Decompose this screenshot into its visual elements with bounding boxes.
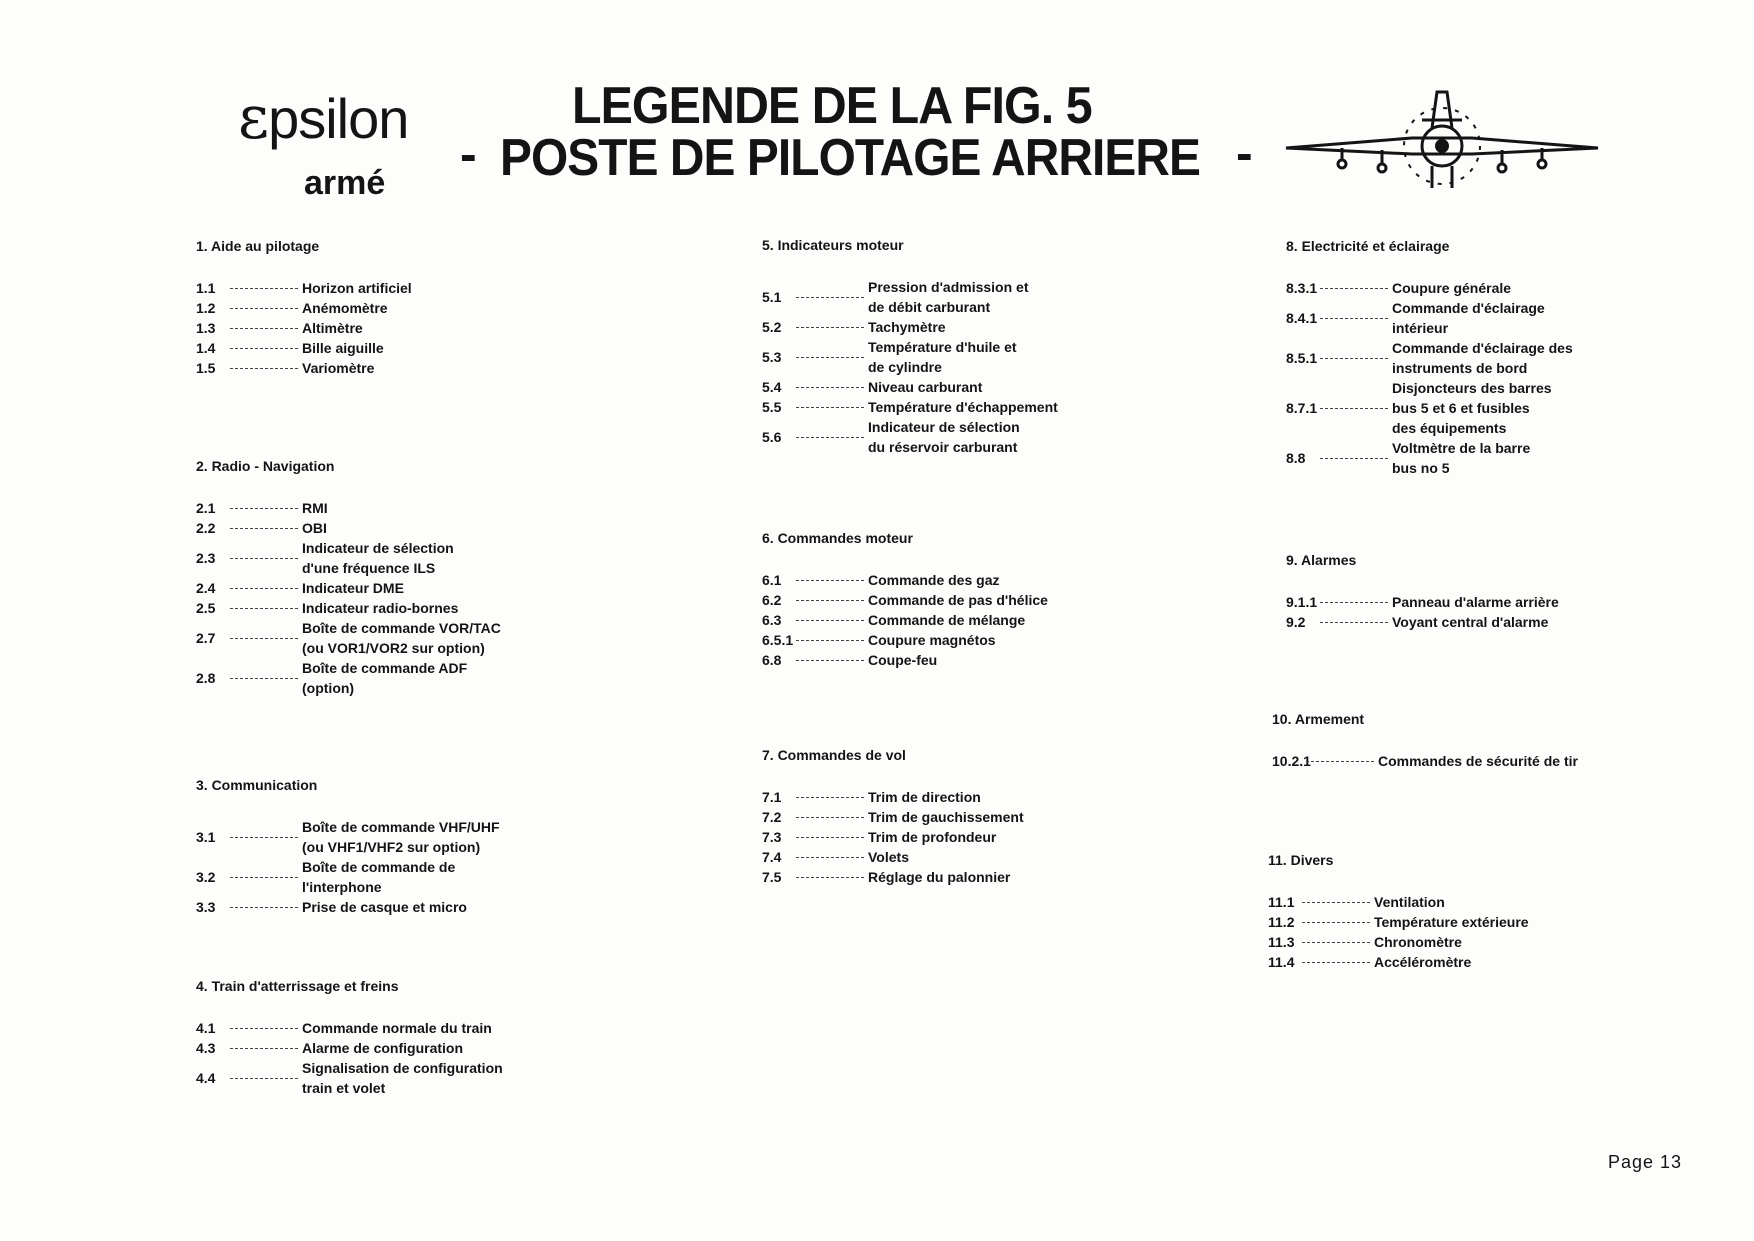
legend-item-number: 9.1.1 xyxy=(1286,594,1318,610)
legend-item-number: 2.7 xyxy=(196,630,216,646)
leader-dots xyxy=(796,620,864,621)
legend-item-label: Coupure magnétos xyxy=(868,632,996,648)
leader-dots xyxy=(1320,622,1388,623)
legend-item-label: Signalisation de configuration train et volet xyxy=(302,1060,503,1096)
leader-dots xyxy=(1320,358,1388,359)
legend-item-number: 3.2 xyxy=(196,869,216,885)
legend-item-number: 2.1 xyxy=(196,500,216,516)
leader-dots xyxy=(230,308,298,309)
legend-item xyxy=(196,857,500,897)
legend-item-label: Panneau d'alarme arrière xyxy=(1392,594,1559,610)
legend-item-number: 8.7.1 xyxy=(1286,400,1318,416)
leader-dots xyxy=(796,327,864,328)
legend-item-label: Commande normale du train xyxy=(302,1020,492,1036)
legend-item xyxy=(762,847,1024,867)
legend-item-number: 7.2 xyxy=(762,809,782,825)
legend-item-number: 7.5 xyxy=(762,869,782,885)
legend-item-number: 7.1 xyxy=(762,789,782,805)
airplane-front-icon xyxy=(1282,78,1602,208)
legend-item-label: Réglage du palonnier xyxy=(868,869,1011,885)
legend-item-number: 4.1 xyxy=(196,1020,216,1036)
legend-item-number: 2.8 xyxy=(196,670,216,686)
legend-item xyxy=(196,1038,503,1058)
legend-item xyxy=(196,618,501,658)
leader-dots xyxy=(230,678,298,679)
legend-item-label: Niveau carburant xyxy=(868,379,983,395)
legend-item-label: Voltmètre de la barre bus no 5 xyxy=(1392,440,1531,476)
leader-dots xyxy=(230,558,298,559)
legend-item-label: Accéléromètre xyxy=(1374,954,1472,970)
legend-item xyxy=(1286,298,1573,338)
legend-item-number: 11.1 xyxy=(1268,894,1295,910)
legend-item xyxy=(762,787,1024,807)
legend-item-number: 6.2 xyxy=(762,592,782,608)
legend-item-number: 1.3 xyxy=(196,320,216,336)
legend-item-label: Volets xyxy=(868,849,909,865)
logo-epsilon xyxy=(238,83,409,153)
legend-item-label: Anémomètre xyxy=(302,300,388,316)
leader-dots xyxy=(796,640,864,641)
legend-item xyxy=(762,317,1058,337)
legend-item xyxy=(1286,338,1573,378)
legend-item xyxy=(762,827,1024,847)
legend-item-number: 11.3 xyxy=(1268,934,1295,950)
title-dash-right: - xyxy=(1236,125,1253,181)
legend-item-number: 1.1 xyxy=(196,280,216,296)
legend-item-number: 8.5.1 xyxy=(1286,350,1318,366)
legend-item-label: Boîte de commande de l'interphone xyxy=(302,859,456,895)
section-train-atterrissage xyxy=(196,978,503,1098)
legend-item xyxy=(196,1018,503,1038)
leader-dots xyxy=(230,588,298,589)
leader-dots xyxy=(796,600,864,601)
leader-dots xyxy=(230,368,298,369)
legend-item xyxy=(196,817,500,857)
page-number: Page 13 xyxy=(1608,1152,1683,1172)
leader-dots xyxy=(796,297,864,298)
legend-item-label: Commandes de sécurité de tir xyxy=(1378,753,1578,769)
leader-dots xyxy=(1320,318,1388,319)
section-title: 11. Divers xyxy=(1268,852,1334,868)
legend-item-number: 6.5.1 xyxy=(762,632,794,648)
legend-item-label: Commande de mélange xyxy=(868,612,1026,628)
leader-dots xyxy=(796,877,864,878)
legend-item xyxy=(762,807,1024,827)
section-title: 3. Communication xyxy=(196,777,318,793)
legend-item-label: Trim de gauchissement xyxy=(868,809,1024,825)
legend-item-number: 8.3.1 xyxy=(1286,280,1318,296)
leader-dots xyxy=(1320,408,1388,409)
legend-item-number: 2.2 xyxy=(196,520,216,536)
legend-item xyxy=(196,298,412,318)
legend-item-label: Coupe-feu xyxy=(868,652,938,668)
legend-item xyxy=(1286,378,1573,438)
leader-dots xyxy=(1302,962,1370,963)
legend-item xyxy=(1286,592,1559,612)
leader-dots xyxy=(796,817,864,818)
section-title: 2. Radio - Navigation xyxy=(196,458,335,474)
legend-item-number: 5.2 xyxy=(762,319,782,335)
leader-dots xyxy=(230,837,298,838)
legend-item-number: 5.5 xyxy=(762,399,782,415)
legend-item xyxy=(762,630,1048,650)
leader-dots xyxy=(796,357,864,358)
legend-item-number: 6.1 xyxy=(762,572,782,588)
leader-dots xyxy=(230,1028,298,1029)
legend-item-label: Boîte de commande VHF/UHF (ou VHF1/VHF2 sur option) xyxy=(302,819,500,855)
section-communication xyxy=(196,777,500,917)
legend-item xyxy=(1286,612,1559,632)
legend-item xyxy=(762,417,1058,457)
section-title: 6. Commandes moteur xyxy=(762,530,913,546)
leader-dots xyxy=(1302,942,1370,943)
legend-item xyxy=(1286,278,1573,298)
title-dash-left: - xyxy=(460,126,477,182)
legend-item xyxy=(762,277,1058,317)
legend-item-number: 4.3 xyxy=(196,1040,216,1056)
legend-item-label: Voyant central d'alarme xyxy=(1392,614,1549,630)
leader-dots xyxy=(230,328,298,329)
legend-item xyxy=(196,538,501,578)
leader-dots xyxy=(230,638,298,639)
legend-item-label: Température d'échappement xyxy=(868,399,1058,415)
section-title: 4. Train d'atterrissage et freins xyxy=(196,978,399,994)
section-aide-au-pilotage xyxy=(196,238,412,378)
legend-item-number: 8.8 xyxy=(1286,450,1306,466)
legend-item-number: 3.3 xyxy=(196,899,216,915)
leader-dots xyxy=(230,907,298,908)
legend-item xyxy=(762,570,1048,590)
legend-item xyxy=(196,1058,503,1098)
legend-item-number: 6.8 xyxy=(762,652,782,668)
section-commandes-de-vol xyxy=(762,747,1024,887)
legend-item-number: 1.4 xyxy=(196,340,216,356)
leader-dots xyxy=(1320,602,1388,603)
legend-item-label: Indicateur radio-bornes xyxy=(302,600,459,616)
section-alarmes xyxy=(1286,552,1559,632)
legend-item xyxy=(762,590,1048,610)
legend-item-label: Tachymètre xyxy=(868,319,946,335)
leader-dots xyxy=(1302,922,1370,923)
leader-dots xyxy=(796,407,864,408)
legend-item-number: 1.5 xyxy=(196,360,216,376)
legend-item-number: 6.3 xyxy=(762,612,782,628)
legend-item-number: 7.4 xyxy=(762,849,782,865)
section-title: 9. Alarmes xyxy=(1286,552,1357,568)
leader-dots xyxy=(796,837,864,838)
legend-item-label: Trim de direction xyxy=(868,789,981,805)
legend-item-label: Boîte de commande ADF (option) xyxy=(302,660,468,696)
leader-dots xyxy=(1320,288,1388,289)
leader-dots xyxy=(796,437,864,438)
legend-item-label: Indicateur DME xyxy=(302,580,404,596)
legend-item-label: Variomètre xyxy=(302,360,375,376)
legend-item-label: Indicateur de sélection du réservoir carburant xyxy=(868,419,1020,455)
section-title: 7. Commandes de vol xyxy=(762,747,906,763)
section-radio-navigation xyxy=(196,458,501,698)
legend-item-label: RMI xyxy=(302,500,328,516)
legend-item-number: 10.2.1 xyxy=(1272,753,1311,769)
legend-item xyxy=(196,658,501,698)
legend-item-number: 11.2 xyxy=(1268,914,1295,930)
legend-item xyxy=(762,650,1048,670)
legend-item xyxy=(762,610,1048,630)
legend-item-number: 4.4 xyxy=(196,1070,216,1086)
legend-item xyxy=(196,358,412,378)
leader-dots xyxy=(230,1048,298,1049)
legend-item-number: 5.3 xyxy=(762,349,782,365)
legend-item-number: 5.6 xyxy=(762,429,782,445)
legend-item-number: 11.4 xyxy=(1268,954,1295,970)
legend-item xyxy=(1268,952,1529,972)
legend-item-label: Pression d'admission et de débit carburant xyxy=(868,279,1029,315)
legend-item xyxy=(196,278,412,298)
leader-dots xyxy=(230,348,298,349)
legend-item-label: Altimètre xyxy=(302,320,363,336)
legend-item xyxy=(196,578,501,598)
legend-item-number: 1.2 xyxy=(196,300,216,316)
legend-item-label: Chronomètre xyxy=(1374,934,1462,950)
section-commandes-moteur xyxy=(762,530,1048,670)
legend-item xyxy=(196,318,412,338)
legend-item-number: 5.1 xyxy=(762,289,782,305)
legend-item-label: Bille aiguille xyxy=(302,340,384,356)
legend-item-label: Prise de casque et micro xyxy=(302,899,467,915)
section-electricite-eclairage xyxy=(1286,238,1573,478)
section-title: 1. Aide au pilotage xyxy=(196,238,320,254)
legend-item xyxy=(762,397,1058,417)
leader-dots xyxy=(230,508,298,509)
legend-item-number: 2.4 xyxy=(196,580,216,596)
legend-item-number: 2.5 xyxy=(196,600,216,616)
page-title-line2: POSTE DE PILOTAGE ARRIERE xyxy=(500,129,1201,187)
section-title: 5. Indicateurs moteur xyxy=(762,237,904,253)
legend-item-label: Température d'huile et de cylindre xyxy=(868,339,1017,375)
leader-dots xyxy=(796,660,864,661)
legend-item-label: Commande d'éclairage intérieur xyxy=(1392,300,1545,336)
legend-item xyxy=(196,518,501,538)
legend-item xyxy=(196,338,412,358)
leader-dots xyxy=(230,608,298,609)
leader-dots xyxy=(230,528,298,529)
legend-item-number: 5.4 xyxy=(762,379,782,395)
legend-item-number: 2.3 xyxy=(196,550,216,566)
leader-dots xyxy=(1306,761,1374,762)
section-title: 8. Electricité et éclairage xyxy=(1286,238,1450,254)
legend-item-label: Trim de profondeur xyxy=(868,829,997,845)
legend-item xyxy=(762,337,1058,377)
legend-item-label: Commande des gaz xyxy=(868,572,1000,588)
legend-item-label: Disjoncteurs des barres bus 5 et 6 et fusibles des équipements xyxy=(1392,380,1552,436)
legend-item-label: OBI xyxy=(302,520,327,536)
leader-dots xyxy=(1320,458,1388,459)
legend-item xyxy=(196,598,501,618)
page-title-line1: LEGENDE DE LA FIG. 5 xyxy=(572,77,1092,135)
section-indicateurs-moteur xyxy=(762,237,1058,457)
legend-item xyxy=(762,867,1024,887)
legend-item xyxy=(196,897,500,917)
logo-mark: ε xyxy=(238,83,269,153)
legend-item-label: Commande d'éclairage des instruments de bord xyxy=(1392,340,1573,376)
legend-item-number: 9.2 xyxy=(1286,614,1306,630)
leader-dots xyxy=(230,288,298,289)
legend-item-label: Coupure générale xyxy=(1392,280,1512,296)
section-title: 10. Armement xyxy=(1272,711,1365,727)
leader-dots xyxy=(230,1078,298,1079)
legend-item-number: 8.4.1 xyxy=(1286,310,1318,326)
legend-item xyxy=(1272,751,1578,771)
legend-item-label: Alarme de configuration xyxy=(302,1040,464,1056)
logo-text: psilon xyxy=(268,87,409,150)
leader-dots xyxy=(796,387,864,388)
logo-subtitle: armé xyxy=(304,164,386,202)
legend-item xyxy=(1268,932,1529,952)
legend-item xyxy=(1268,912,1529,932)
legend-item xyxy=(1268,892,1529,912)
legend-item xyxy=(1286,438,1573,478)
legend-item-label: Indicateur de sélection d'une fréquence ILS xyxy=(302,540,454,576)
section-divers xyxy=(1268,852,1529,972)
leader-dots xyxy=(230,877,298,878)
leader-dots xyxy=(1302,902,1370,903)
legend-item xyxy=(762,377,1058,397)
legend-item-label: Boîte de commande VOR/TAC (ou VOR1/VOR2 sur option) xyxy=(302,620,501,656)
leader-dots xyxy=(796,857,864,858)
legend-item-number: 3.1 xyxy=(196,829,216,845)
legend-item-label: Température extérieure xyxy=(1374,914,1529,930)
legend-item-number: 7.3 xyxy=(762,829,782,845)
section-armement xyxy=(1272,711,1578,771)
legend-item xyxy=(196,498,501,518)
legend-item-label: Commande de pas d'hélice xyxy=(868,592,1048,608)
leader-dots xyxy=(796,580,864,581)
legend-item-label: Horizon artificiel xyxy=(302,280,412,296)
leader-dots xyxy=(796,797,864,798)
legend-item-label: Ventilation xyxy=(1374,894,1445,910)
